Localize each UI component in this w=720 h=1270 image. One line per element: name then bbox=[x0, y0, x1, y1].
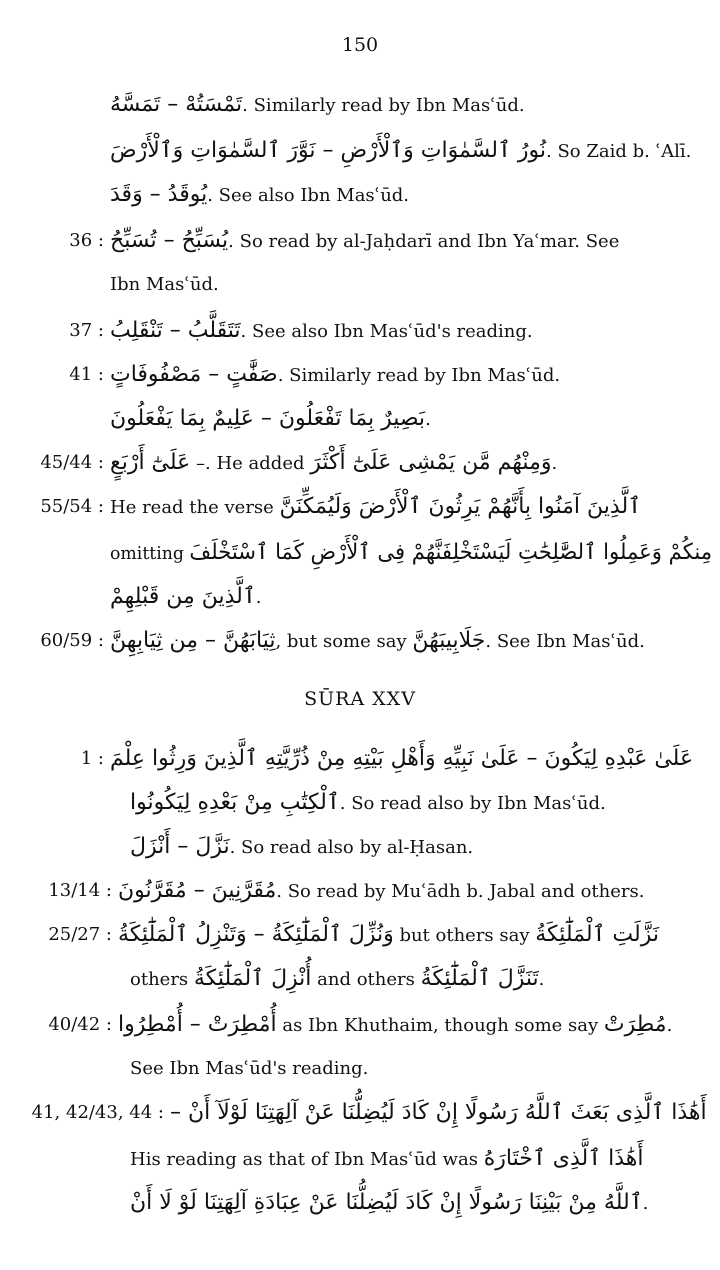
verse-number: 1 : bbox=[80, 748, 104, 769]
arabic-text: ٱلَّذِينَ مِن قَبْلِهِمْ bbox=[110, 584, 256, 609]
arabic-text: عَلَىٰ عَبْدِهِ لِيَكُونَ – عَلَىٰ نَبِيِّهِ وَأَهْلِ بَيْتِهِ مِنْ ذُرِّيَّتِهِ ٱلَّذِينَ وَرِثُوا عِلْمَ bbox=[110, 746, 694, 771]
arabic-text: ٱلْكِتَٰبِ مِنْ بَعْدِهِ لِيَكُونُوا bbox=[130, 790, 340, 815]
arabic-text: مِنكُمْ وَعَمِلُوا ٱلصَّٰلِحَٰتِ لَيَسْتَخْلِفَنَّهُمْ فِى ٱلْأَرْضِ كَمَا ٱسْتَخْلَفَ bbox=[189, 540, 713, 565]
arabic-text: تَنَزَّلَ ٱلْمَلَٰٓئِكَةُ bbox=[420, 966, 539, 991]
verse-number: 60/59 : bbox=[40, 630, 104, 651]
verse-number: 13/14 : bbox=[48, 880, 112, 901]
arabic-text: أَهَٰذَا ٱلَّذِى بَعَثَ ٱللَّهُ رَسُولًا إِنْ كَادَ لَيُضِلُّنَا عَنْ آلِهَتِنَا لَوْلَآ أَنْ – bbox=[170, 1100, 707, 1125]
line-text bbox=[130, 1136, 643, 1183]
text-line bbox=[0, 824, 720, 870]
line-text bbox=[110, 736, 693, 783]
arabic-text: مُقَرَّنِينَ – مُقَرَّنُونَ bbox=[118, 878, 277, 903]
english-text: . Similarly read by Ibn Masʿūd. bbox=[277, 365, 561, 386]
verse-number: 40/42 : bbox=[48, 1014, 112, 1035]
english-text: omitting bbox=[110, 543, 190, 564]
line-text bbox=[130, 824, 473, 871]
english-text: . bbox=[425, 409, 431, 430]
english-text: . bbox=[666, 1015, 673, 1036]
english-text: He read the verse bbox=[110, 497, 280, 518]
line-text bbox=[130, 1180, 648, 1227]
text-line bbox=[0, 956, 720, 1002]
line-text bbox=[110, 530, 712, 577]
verse-number: 41 : bbox=[69, 364, 104, 385]
english-text: as Ibn Khuthaim, though some say bbox=[276, 1015, 604, 1036]
english-text: See Ibn Masʿūd's reading. bbox=[130, 1058, 369, 1079]
arabic-text: يُسَبِّحُ – تُسَبِّحُ bbox=[110, 228, 229, 253]
arabic-text: وَمِنْهُم مَّن يَمْشِى عَلَىٰٓ أَكْثَرَ bbox=[310, 450, 552, 475]
text-line bbox=[0, 1180, 720, 1226]
line-text bbox=[118, 1002, 672, 1049]
english-text: Ibn Masʿūd. bbox=[110, 274, 219, 295]
text-line bbox=[0, 1046, 720, 1092]
line-text bbox=[110, 82, 525, 129]
text-line bbox=[0, 530, 720, 576]
english-text: . So Zaid b. ʿAlī. bbox=[546, 141, 692, 162]
arabic-text: تَتَقَلَّبُ – تَنْقَلِبُ bbox=[110, 318, 241, 343]
text-line bbox=[0, 484, 720, 530]
text-line bbox=[0, 352, 720, 398]
english-text: . So read also by al-Ḥasan. bbox=[229, 837, 474, 858]
english-text: and others bbox=[311, 969, 421, 990]
arabic-text: ثِيَابَهُنَّ – مِن ثِيَابِهِنَّ bbox=[110, 628, 276, 653]
line-text bbox=[110, 218, 619, 265]
arabic-text: نَزَّلَتِ ٱلْمَلَٰٓئِكَةُ bbox=[535, 922, 659, 947]
arabic-text: أُمْطِرَتْ – أُمْطِرُوا bbox=[118, 1012, 277, 1037]
text-line bbox=[0, 172, 720, 218]
line-text bbox=[110, 618, 645, 665]
text-line bbox=[0, 1136, 720, 1182]
text-line bbox=[0, 912, 720, 958]
text-line bbox=[0, 396, 720, 442]
english-text: others bbox=[130, 969, 194, 990]
line-text bbox=[110, 484, 641, 531]
english-text: . bbox=[538, 969, 545, 990]
english-text: –. He added bbox=[190, 453, 311, 474]
text-line bbox=[0, 262, 720, 308]
arabic-text: يُوقَدُ – وَقَدَ bbox=[110, 182, 208, 207]
arabic-text: عَلَىٰٓ أَرْبَعٍ bbox=[110, 450, 191, 475]
english-text: His reading as that of Ibn Masʿūd was bbox=[130, 1149, 484, 1170]
line-text bbox=[110, 396, 431, 443]
arabic-text: تَمْسَتُهْ – تَمَسَّهُ bbox=[110, 92, 243, 117]
english-text: . See also Ibn Masʿūd. bbox=[207, 185, 410, 206]
arabic-text: ٱلَّذِينَ آمَنُوا بِأَنَّهُمْ يَرِثُونَ ٱلْأَرْضَ وَلَيُمَكِّنَنَّ bbox=[279, 494, 642, 519]
line-text bbox=[130, 1046, 368, 1092]
arabic-text: أَهَٰذَا ٱلَّذِى ٱخْتَارَهُ bbox=[483, 1146, 644, 1171]
arabic-text: ٱللَّهُ مِنْ بَيْنِنَا رَسُولًا إِنْ كَادَ لَيُضِلُّنَا عَنْ عِبَادَةِ آلِهَتِنَا لَوْ لَا أَنْ bbox=[130, 1190, 643, 1215]
page-number: 150 bbox=[341, 34, 379, 56]
english-text: but others say bbox=[393, 925, 536, 946]
english-text: . bbox=[255, 587, 262, 608]
arabic-text: صَفَّٰتٍ – مَصْفُوفَاتٍ bbox=[110, 362, 278, 387]
text-line bbox=[0, 618, 720, 664]
text-line bbox=[0, 218, 720, 264]
arabic-text: أُنْزِلَ ٱلْمَلَٰٓئِكَةُ bbox=[193, 966, 312, 991]
english-text: . See also Ibn Masʿūd's reading. bbox=[240, 321, 533, 342]
line-text bbox=[118, 868, 644, 915]
arabic-text: مُطِرَتْ bbox=[603, 1012, 667, 1037]
verse-number: 41, 42/43, 44 : bbox=[31, 1102, 164, 1123]
line-text bbox=[110, 308, 533, 355]
line-text bbox=[130, 956, 544, 1003]
english-text: . So read also by Ibn Masʿūd. bbox=[339, 793, 606, 814]
line-text bbox=[110, 262, 219, 308]
line-text bbox=[130, 780, 606, 827]
arabic-text: جَلَابِيبَهُنَّ bbox=[412, 628, 486, 653]
text-line bbox=[0, 440, 720, 486]
english-text: . So read by al-Jaḥdarī and Ibn Yaʿmar. See bbox=[228, 231, 620, 252]
line-text bbox=[110, 440, 557, 487]
text-line bbox=[0, 82, 720, 128]
english-text: . See Ibn Masʿūd. bbox=[485, 631, 645, 652]
verse-number: 36 : bbox=[69, 230, 104, 251]
verse-number: 25/27 : bbox=[48, 924, 112, 945]
english-text: . bbox=[551, 453, 558, 474]
text-line bbox=[0, 868, 720, 914]
sura-heading: SŪRA XXV bbox=[304, 688, 416, 710]
verse-number: 37 : bbox=[69, 320, 104, 341]
verse-number: 55/54 : bbox=[40, 496, 104, 517]
verse-number: 45/44 : bbox=[40, 452, 104, 473]
text-line bbox=[0, 574, 720, 620]
text-line bbox=[0, 1090, 720, 1136]
line-text bbox=[118, 912, 659, 959]
text-line bbox=[0, 308, 720, 354]
line-text bbox=[110, 128, 691, 175]
text-line bbox=[0, 780, 720, 826]
english-text: . Similarly read by Ibn Masʿūd. bbox=[242, 95, 525, 116]
line-text bbox=[110, 352, 560, 399]
line-text bbox=[170, 1090, 707, 1137]
text-line bbox=[0, 736, 720, 782]
arabic-text: نَزَّلَ – أَنْزَلَ bbox=[130, 834, 230, 859]
arabic-text: نُورُ ٱلسَّمٰوَاتِ وَٱلْأَرْضِ – نَوَّرَ ٱلسَّمٰوَاتِ وَٱلْأَرْضَ bbox=[110, 138, 547, 163]
arabic-text: وَنُزِّلَ ٱلْمَلَٰٓئِكَةُ – وَتَنْزِلُ ٱلْمَلَٰٓئِكَةُ bbox=[118, 922, 394, 947]
text-line bbox=[0, 1002, 720, 1048]
line-text bbox=[110, 172, 409, 219]
arabic-text: بَصِيرٌ بِمَا تَفْعَلُونَ – عَلِيمٌ بِمَا يَفْعَلُونَ bbox=[110, 406, 426, 431]
text-line bbox=[0, 128, 720, 174]
line-text bbox=[110, 574, 261, 621]
english-text: . bbox=[642, 1193, 649, 1214]
english-text: , but some say bbox=[275, 631, 413, 652]
english-text: . So read by Muʿādh b. Jabal and others. bbox=[276, 881, 645, 902]
